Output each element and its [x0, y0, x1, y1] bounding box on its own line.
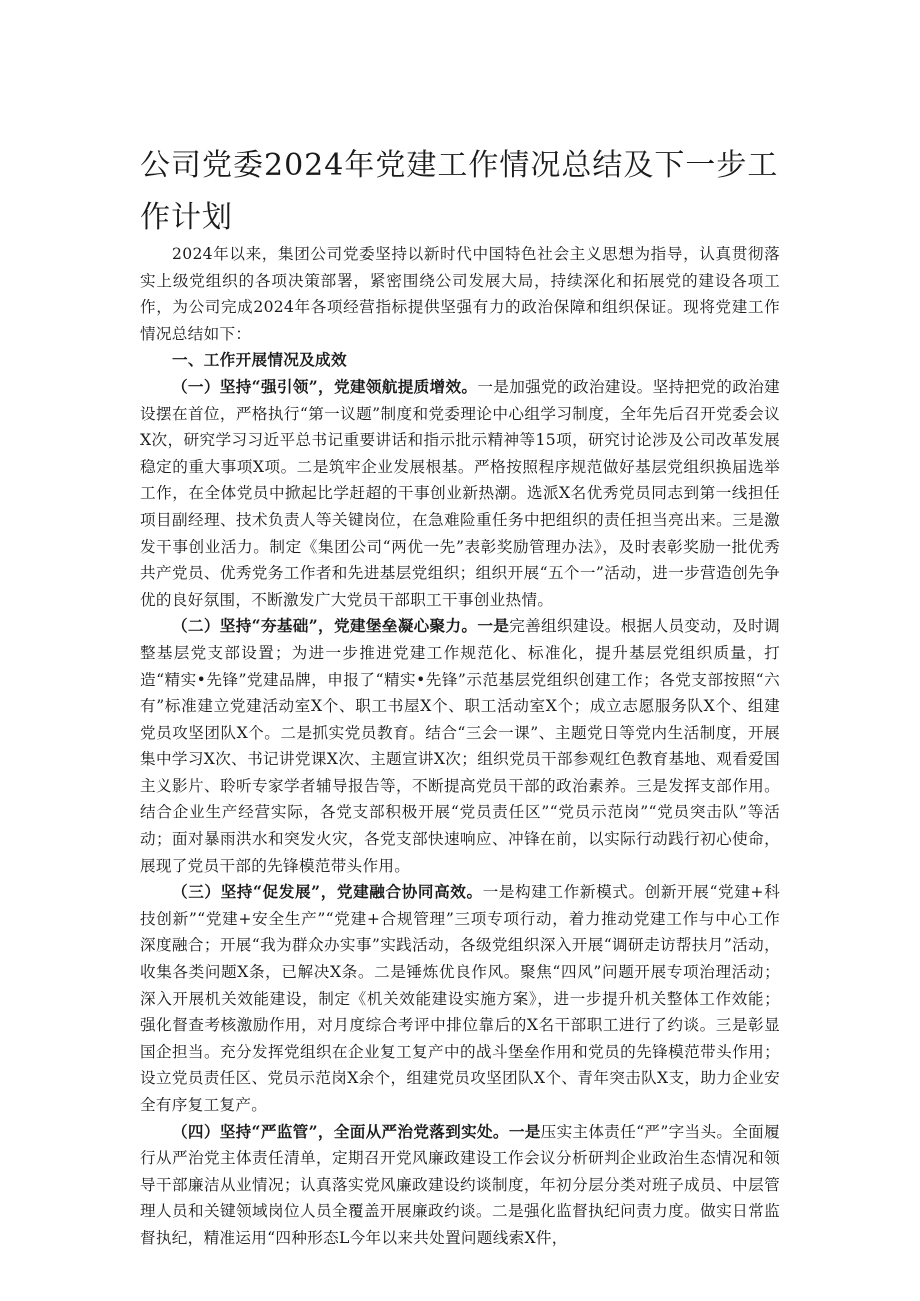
paragraph-1-text: 一是加强党的政治建设。坚持把党的政治建设摆在首位，严格执行“第一议题”制度和党委理论中心组学习制度，全年先后召开党委会议X次，研究学习习近平总书记重要讲话和指示批示精神等15项，研究讨论涉及公司改革发展稳定的重大事项X项。二是筑牢企业发展根基。严格按照程序规范做好基层党组织换届选举工作，在全体党员中掀起比学赶超的干事创业新热潮。选派X名优秀党员同志到第一线担任项目副经理、技术负责人等关键岗位，在急难险重任务中把组织的责任担当亮出来。三是激发干事创业活力。制定《集团公司“两优一先”表彰奖励管理办法》，及时表彰奖励一批优秀共产党员、优秀党务工作者和先进基层党组织；组织开展“五个一”活动，进一步营造创先争优的良好氛围，不断激发广大党员干部职工干事创业热情。 [140, 377, 780, 609]
paragraph-1 [140, 374, 780, 613]
paragraph-4 [140, 1119, 780, 1252]
paragraph-3 [140, 879, 780, 1118]
paragraph-4-lead: （四）坚持“严监管”，全面从严治党落到实处。 [172, 1121, 509, 1141]
paragraph-2-lead: （二）坚持“夯基础”，党建堡垒凝心聚力。 [172, 616, 478, 636]
intro-paragraph: 2024年以来，集团公司党委坚持以新时代中国特色社会主义思想为指导，认真贯彻落实上级党组织的各项决策部署，紧密围绕公司发展大局，持续深化和拓展党的建设各项工作，为公司完成2024年各项经营指标提供坚强有力的政治保障和组织保证。现将党建工作情况总结如下： [140, 245, 780, 343]
paragraph-3-text: 一是构建工作新模式。创新开展“党建+科技创新”“党建+安全生产”“党建+合规管理”三项专项行动，着力推动党建工作与中心工作深度融合；开展“我为群众办实事”实践活动，各级党组织深入开展“调研走访帮扶月”活动，收集各类问题X条，已解决X条。二是锤炼优良作风。聚焦“四风”问题开展专项治理活动；深入开展机关效能建设，制定《机关效能建设实施方案》，进一步提升机关整体工作效能；强化督查考核激励作用，对月度综合考评中排位靠后的X名干部职工进行了约谈。三是彰显国企担当。充分发挥党组织在企业复工复产中的战斗堡垒作用和党员的先锋模范带头作用；设立党员责任区、党员示范岗X余个，组建党员攻坚团队X个、青年突击队X支，助力企业安全有序复工复产。 [140, 883, 780, 1114]
paragraph-1-lead: （一）坚持“强引领”，党建领航提质增效。 [172, 376, 478, 396]
document-body [140, 241, 780, 1252]
paragraph-4-sublead: 一是 [508, 1121, 541, 1141]
paragraph-3-lead: （三）坚持“促发展”，党建融合协同高效。 [172, 882, 483, 902]
section-heading-1: 一、工作开展情况及成效 [172, 350, 347, 370]
document-title: 公司党委2024年党建工作情况总结及下一步工作计划 [140, 148, 779, 235]
paragraph-4-text: 压实主体责任“严”字当头。全面履行从严治党主体责任清单，定期召开党风廉政建设工作会议分析研判企业政治生态情况和领导干部廉洁从业情况；认真落实党风廉政建设约谈制度，年初分层分类对班子成员、中层管理人员和关键领域岗位人员全覆盖开展廉政约谈。二是强化监督执纪问责力度。做实日常监督执纪，精准运用“四种形态L今年以来共处置问题线索X件， [140, 1122, 780, 1247]
paragraph-2 [140, 613, 780, 879]
paragraph-2-sublead: 一是 [477, 616, 510, 636]
paragraph-2-text: 完善组织建设。根据人员变动，及时调整基层党支部设置；为进一步推进党建工作规范化、标准化，提升基层党组织质量，打造“精实•先锋”党建品牌，申报了“精实•先锋”示范基层党组织创建工作；各党支部按照“六有”标准建立党建活动室X个、职工书屋X个、职工活动室X个；成立志愿服务队X个、组建党员攻坚团队X个。二是抓实党员教育。结合“三会一课”、主题党日等党内生活制度，开展集中学习X次、书记讲党课X次、主题宣讲X次；组织党员干部参观红色教育基地、观看爱国主义影片、聆听专家学者辅导报告等，不断提高党员干部的政治素养。三是发挥支部作用。结合企业生产经营实际，各党支部积极开展“党员责任区”“党员示范岗”“党员突击队”等活动；面对暴雨洪水和突发火灾，各党支部快速响应、冲锋在前，以实际行动践行初心使命，展现了党员干部的先锋模范带头作用。 [140, 617, 780, 875]
